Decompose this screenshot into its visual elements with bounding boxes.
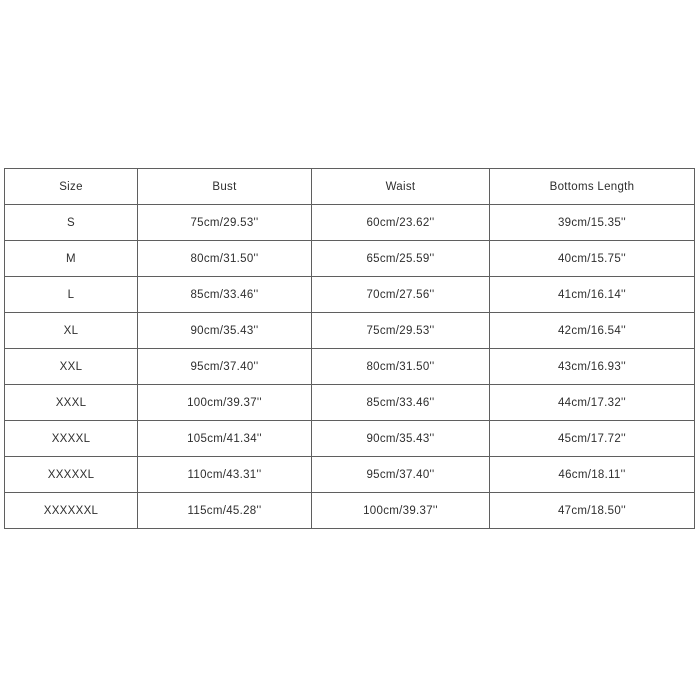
table-row [5, 241, 695, 277]
cell-waist: 95cm/37.40'' [312, 457, 490, 493]
table-row [5, 349, 695, 385]
cell-bust: 80cm/31.50'' [138, 241, 312, 277]
table-row [5, 457, 695, 493]
column-header-waist: Waist [312, 169, 490, 205]
cell-size: XL [5, 313, 138, 349]
size-chart-table [4, 168, 695, 529]
cell-size: M [5, 241, 138, 277]
column-header-bust: Bust [138, 169, 312, 205]
cell-waist: 80cm/31.50'' [312, 349, 490, 385]
cell-bottoms: 47cm/18.50'' [490, 493, 695, 529]
cell-waist: 85cm/33.46'' [312, 385, 490, 421]
table-header-row [5, 169, 695, 205]
cell-size: L [5, 277, 138, 313]
cell-size: XXXXXXL [5, 493, 138, 529]
cell-bust: 105cm/41.34'' [138, 421, 312, 457]
cell-waist: 90cm/35.43'' [312, 421, 490, 457]
cell-bottoms: 42cm/16.54'' [490, 313, 695, 349]
cell-waist: 70cm/27.56'' [312, 277, 490, 313]
table-row [5, 277, 695, 313]
cell-bottoms: 46cm/18.11'' [490, 457, 695, 493]
cell-size: XXXL [5, 385, 138, 421]
cell-size: S [5, 205, 138, 241]
table-row [5, 205, 695, 241]
cell-bottoms: 44cm/17.32'' [490, 385, 695, 421]
cell-bust: 95cm/37.40'' [138, 349, 312, 385]
cell-bust: 90cm/35.43'' [138, 313, 312, 349]
cell-bottoms: 45cm/17.72'' [490, 421, 695, 457]
cell-size: XXXXL [5, 421, 138, 457]
cell-size: XXL [5, 349, 138, 385]
cell-bottoms: 39cm/15.35'' [490, 205, 695, 241]
cell-bust: 75cm/29.53'' [138, 205, 312, 241]
column-header-size: Size [5, 169, 138, 205]
cell-bottoms: 43cm/16.93'' [490, 349, 695, 385]
cell-bust: 100cm/39.37'' [138, 385, 312, 421]
column-header-bottoms-length: Bottoms Length [490, 169, 695, 205]
cell-waist: 65cm/25.59'' [312, 241, 490, 277]
cell-waist: 60cm/23.62'' [312, 205, 490, 241]
table-row [5, 313, 695, 349]
cell-waist: 100cm/39.37'' [312, 493, 490, 529]
cell-bottoms: 41cm/16.14'' [490, 277, 695, 313]
cell-bust: 85cm/33.46'' [138, 277, 312, 313]
cell-size: XXXXXL [5, 457, 138, 493]
cell-bust: 115cm/45.28'' [138, 493, 312, 529]
cell-waist: 75cm/29.53'' [312, 313, 490, 349]
table-row [5, 385, 695, 421]
cell-bottoms: 40cm/15.75'' [490, 241, 695, 277]
table-row [5, 493, 695, 529]
cell-bust: 110cm/43.31'' [138, 457, 312, 493]
table-row [5, 421, 695, 457]
